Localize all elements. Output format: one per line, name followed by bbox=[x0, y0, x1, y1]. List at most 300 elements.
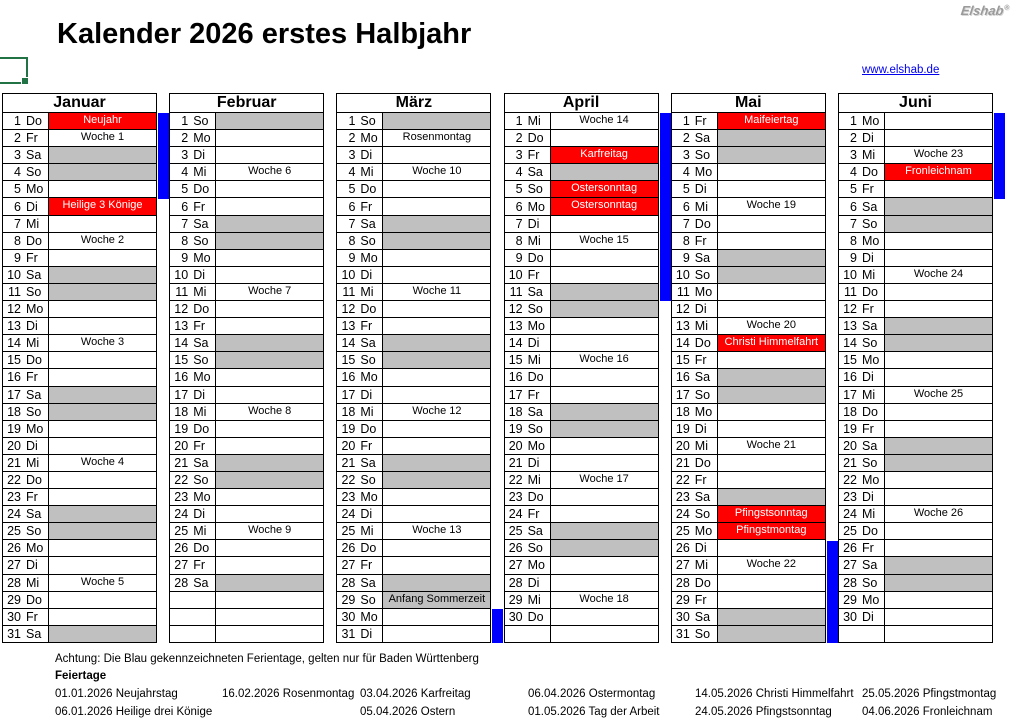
day-cell[interactable] bbox=[170, 506, 216, 522]
note-cell[interactable]: Woche 9 bbox=[216, 523, 324, 539]
website-link[interactable]: www.elshab.de bbox=[862, 64, 940, 76]
day-cell[interactable] bbox=[839, 164, 885, 180]
note-cell[interactable] bbox=[383, 438, 491, 454]
day-cell[interactable] bbox=[337, 455, 383, 471]
day-cell[interactable] bbox=[839, 557, 885, 573]
note-cell[interactable] bbox=[216, 181, 324, 197]
note-cell[interactable] bbox=[885, 301, 993, 317]
day-cell[interactable] bbox=[839, 301, 885, 317]
day-cell[interactable] bbox=[839, 506, 885, 522]
note-cell[interactable] bbox=[718, 181, 826, 197]
day-cell[interactable] bbox=[337, 592, 383, 608]
day-cell[interactable] bbox=[170, 575, 216, 591]
note-cell[interactable] bbox=[551, 284, 659, 300]
note-cell[interactable]: Ostersonntag bbox=[551, 181, 659, 197]
day-cell[interactable] bbox=[337, 250, 383, 266]
note-cell[interactable] bbox=[718, 284, 826, 300]
note-cell[interactable] bbox=[383, 352, 491, 368]
note-cell[interactable] bbox=[216, 301, 324, 317]
note-cell[interactable] bbox=[885, 523, 993, 539]
note-cell[interactable] bbox=[49, 369, 157, 385]
day-cell[interactable] bbox=[505, 455, 551, 471]
note-cell[interactable] bbox=[718, 147, 826, 163]
note-cell[interactable] bbox=[49, 147, 157, 163]
day-cell[interactable] bbox=[337, 130, 383, 146]
note-cell[interactable] bbox=[885, 198, 993, 214]
note-cell[interactable] bbox=[49, 301, 157, 317]
month-header[interactable]: Juni bbox=[838, 93, 993, 113]
note-cell[interactable]: Woche 2 bbox=[49, 233, 157, 249]
day-cell[interactable] bbox=[337, 404, 383, 420]
note-cell[interactable] bbox=[885, 369, 993, 385]
day-cell[interactable] bbox=[672, 506, 718, 522]
day-cell[interactable] bbox=[3, 455, 49, 471]
day-cell[interactable] bbox=[170, 557, 216, 573]
day-cell[interactable] bbox=[672, 181, 718, 197]
day-cell[interactable] bbox=[3, 181, 49, 197]
empty-day-cell[interactable] bbox=[505, 626, 551, 642]
note-cell[interactable] bbox=[49, 404, 157, 420]
day-cell[interactable] bbox=[337, 438, 383, 454]
note-cell[interactable] bbox=[383, 626, 491, 642]
day-cell[interactable] bbox=[3, 164, 49, 180]
note-cell[interactable] bbox=[216, 130, 324, 146]
note-cell[interactable] bbox=[885, 130, 993, 146]
note-cell[interactable] bbox=[885, 472, 993, 488]
note-cell[interactable] bbox=[718, 626, 826, 642]
note-cell[interactable] bbox=[49, 592, 157, 608]
day-cell[interactable] bbox=[505, 609, 551, 625]
day-cell[interactable] bbox=[839, 472, 885, 488]
note-cell[interactable] bbox=[49, 387, 157, 403]
day-cell[interactable] bbox=[839, 318, 885, 334]
day-cell[interactable] bbox=[3, 404, 49, 420]
day-cell[interactable] bbox=[505, 592, 551, 608]
day-cell[interactable] bbox=[672, 113, 718, 129]
note-cell[interactable] bbox=[216, 318, 324, 334]
note-cell[interactable] bbox=[551, 335, 659, 351]
note-cell[interactable]: Woche 11 bbox=[383, 284, 491, 300]
day-cell[interactable] bbox=[505, 421, 551, 437]
note-cell[interactable] bbox=[718, 592, 826, 608]
day-cell[interactable] bbox=[170, 164, 216, 180]
note-cell[interactable]: Woche 8 bbox=[216, 404, 324, 420]
note-cell[interactable] bbox=[49, 557, 157, 573]
day-cell[interactable] bbox=[505, 540, 551, 556]
note-cell[interactable] bbox=[551, 267, 659, 283]
day-cell[interactable] bbox=[672, 472, 718, 488]
day-cell[interactable] bbox=[839, 369, 885, 385]
day-cell[interactable] bbox=[170, 318, 216, 334]
note-cell[interactable]: Woche 7 bbox=[216, 284, 324, 300]
note-cell[interactable] bbox=[216, 267, 324, 283]
day-cell[interactable] bbox=[505, 369, 551, 385]
day-cell[interactable] bbox=[3, 267, 49, 283]
note-cell[interactable] bbox=[885, 592, 993, 608]
day-cell[interactable] bbox=[839, 181, 885, 197]
note-cell[interactable] bbox=[718, 267, 826, 283]
note-cell[interactable] bbox=[49, 523, 157, 539]
day-cell[interactable] bbox=[337, 352, 383, 368]
day-cell[interactable] bbox=[337, 181, 383, 197]
day-cell[interactable] bbox=[170, 301, 216, 317]
note-cell[interactable]: Neujahr bbox=[49, 113, 157, 129]
day-cell[interactable] bbox=[672, 626, 718, 642]
day-cell[interactable] bbox=[337, 575, 383, 591]
note-cell[interactable] bbox=[885, 609, 993, 625]
day-cell[interactable] bbox=[3, 592, 49, 608]
day-cell[interactable] bbox=[672, 489, 718, 505]
day-cell[interactable] bbox=[337, 113, 383, 129]
day-cell[interactable] bbox=[3, 609, 49, 625]
note-cell[interactable] bbox=[383, 181, 491, 197]
note-cell[interactable] bbox=[383, 147, 491, 163]
note-cell[interactable] bbox=[885, 540, 993, 556]
note-cell[interactable]: Karfreitag bbox=[551, 147, 659, 163]
day-cell[interactable] bbox=[337, 216, 383, 232]
note-cell[interactable]: Pfingstmontag bbox=[718, 523, 826, 539]
day-cell[interactable] bbox=[672, 130, 718, 146]
note-cell[interactable] bbox=[383, 369, 491, 385]
day-cell[interactable] bbox=[505, 284, 551, 300]
day-cell[interactable] bbox=[337, 318, 383, 334]
day-cell[interactable] bbox=[505, 113, 551, 129]
day-cell[interactable] bbox=[672, 284, 718, 300]
note-cell[interactable]: Christi Himmelfahrt bbox=[718, 335, 826, 351]
empty-note-cell[interactable] bbox=[216, 609, 324, 625]
note-cell[interactable] bbox=[551, 369, 659, 385]
note-cell[interactable] bbox=[718, 216, 826, 232]
empty-day-cell[interactable] bbox=[170, 592, 216, 608]
note-cell[interactable] bbox=[383, 557, 491, 573]
day-cell[interactable] bbox=[839, 147, 885, 163]
note-cell[interactable]: Woche 23 bbox=[885, 147, 993, 163]
day-cell[interactable] bbox=[337, 147, 383, 163]
note-cell[interactable] bbox=[718, 472, 826, 488]
day-cell[interactable] bbox=[839, 198, 885, 214]
day-cell[interactable] bbox=[672, 592, 718, 608]
note-cell[interactable] bbox=[49, 472, 157, 488]
day-cell[interactable] bbox=[3, 250, 49, 266]
day-cell[interactable] bbox=[170, 489, 216, 505]
note-cell[interactable] bbox=[216, 198, 324, 214]
day-cell[interactable] bbox=[3, 216, 49, 232]
note-cell[interactable] bbox=[885, 335, 993, 351]
note-cell[interactable] bbox=[551, 421, 659, 437]
day-cell[interactable] bbox=[170, 113, 216, 129]
note-cell[interactable] bbox=[383, 335, 491, 351]
note-cell[interactable]: Maifeiertag bbox=[718, 113, 826, 129]
day-cell[interactable] bbox=[170, 198, 216, 214]
day-cell[interactable] bbox=[3, 233, 49, 249]
day-cell[interactable] bbox=[170, 181, 216, 197]
day-cell[interactable] bbox=[839, 404, 885, 420]
note-cell[interactable] bbox=[49, 438, 157, 454]
day-cell[interactable] bbox=[337, 506, 383, 522]
empty-day-cell[interactable] bbox=[170, 609, 216, 625]
note-cell[interactable] bbox=[551, 250, 659, 266]
note-cell[interactable] bbox=[49, 250, 157, 266]
day-cell[interactable] bbox=[170, 130, 216, 146]
day-cell[interactable] bbox=[839, 609, 885, 625]
empty-note-cell[interactable] bbox=[216, 626, 324, 642]
note-cell[interactable] bbox=[216, 335, 324, 351]
day-cell[interactable] bbox=[337, 335, 383, 351]
day-cell[interactable] bbox=[672, 438, 718, 454]
note-cell[interactable] bbox=[216, 575, 324, 591]
day-cell[interactable] bbox=[3, 301, 49, 317]
day-cell[interactable] bbox=[170, 369, 216, 385]
note-cell[interactable] bbox=[383, 455, 491, 471]
day-cell[interactable] bbox=[505, 506, 551, 522]
note-cell[interactable]: Woche 14 bbox=[551, 113, 659, 129]
note-cell[interactable] bbox=[885, 575, 993, 591]
note-cell[interactable] bbox=[885, 557, 993, 573]
day-cell[interactable] bbox=[3, 352, 49, 368]
empty-note-cell[interactable] bbox=[885, 626, 993, 642]
note-cell[interactable] bbox=[885, 455, 993, 471]
day-cell[interactable] bbox=[337, 198, 383, 214]
day-cell[interactable] bbox=[170, 455, 216, 471]
note-cell[interactable] bbox=[49, 318, 157, 334]
note-cell[interactable]: Woche 12 bbox=[383, 404, 491, 420]
day-cell[interactable] bbox=[505, 130, 551, 146]
empty-day-cell[interactable] bbox=[170, 626, 216, 642]
note-cell[interactable] bbox=[216, 421, 324, 437]
note-cell[interactable]: Woche 10 bbox=[383, 164, 491, 180]
note-cell[interactable] bbox=[885, 438, 993, 454]
day-cell[interactable] bbox=[505, 147, 551, 163]
note-cell[interactable] bbox=[49, 164, 157, 180]
note-cell[interactable] bbox=[885, 233, 993, 249]
note-cell[interactable] bbox=[216, 387, 324, 403]
note-cell[interactable] bbox=[383, 387, 491, 403]
day-cell[interactable] bbox=[672, 575, 718, 591]
note-cell[interactable] bbox=[718, 455, 826, 471]
note-cell[interactable]: Woche 25 bbox=[885, 387, 993, 403]
note-cell[interactable] bbox=[216, 472, 324, 488]
note-cell[interactable] bbox=[885, 113, 993, 129]
note-cell[interactable] bbox=[49, 489, 157, 505]
note-cell[interactable]: Woche 1 bbox=[49, 130, 157, 146]
note-cell[interactable] bbox=[49, 626, 157, 642]
note-cell[interactable] bbox=[885, 489, 993, 505]
note-cell[interactable] bbox=[383, 250, 491, 266]
note-cell[interactable] bbox=[885, 318, 993, 334]
note-cell[interactable] bbox=[551, 387, 659, 403]
day-cell[interactable] bbox=[337, 301, 383, 317]
note-cell[interactable]: Woche 5 bbox=[49, 575, 157, 591]
day-cell[interactable] bbox=[672, 301, 718, 317]
day-cell[interactable] bbox=[672, 369, 718, 385]
note-cell[interactable] bbox=[718, 404, 826, 420]
month-header[interactable]: Februar bbox=[169, 93, 324, 113]
note-cell[interactable] bbox=[49, 181, 157, 197]
day-cell[interactable] bbox=[505, 301, 551, 317]
day-cell[interactable] bbox=[170, 472, 216, 488]
note-cell[interactable] bbox=[718, 609, 826, 625]
note-cell[interactable]: Fronleichnam bbox=[885, 164, 993, 180]
note-cell[interactable] bbox=[885, 250, 993, 266]
note-cell[interactable] bbox=[216, 506, 324, 522]
day-cell[interactable] bbox=[505, 472, 551, 488]
day-cell[interactable] bbox=[672, 318, 718, 334]
note-cell[interactable] bbox=[551, 557, 659, 573]
note-cell[interactable] bbox=[885, 404, 993, 420]
day-cell[interactable] bbox=[337, 421, 383, 437]
day-cell[interactable] bbox=[3, 335, 49, 351]
note-cell[interactable] bbox=[383, 216, 491, 232]
note-cell[interactable] bbox=[383, 609, 491, 625]
day-cell[interactable] bbox=[170, 404, 216, 420]
day-cell[interactable] bbox=[672, 404, 718, 420]
day-cell[interactable] bbox=[170, 540, 216, 556]
note-cell[interactable] bbox=[216, 216, 324, 232]
note-cell[interactable] bbox=[885, 284, 993, 300]
day-cell[interactable] bbox=[170, 387, 216, 403]
note-cell[interactable] bbox=[718, 130, 826, 146]
note-cell[interactable] bbox=[885, 216, 993, 232]
day-cell[interactable] bbox=[505, 181, 551, 197]
note-cell[interactable] bbox=[216, 233, 324, 249]
note-cell[interactable] bbox=[718, 250, 826, 266]
note-cell[interactable] bbox=[216, 455, 324, 471]
note-cell[interactable]: Woche 3 bbox=[49, 335, 157, 351]
day-cell[interactable] bbox=[3, 489, 49, 505]
day-cell[interactable] bbox=[839, 592, 885, 608]
day-cell[interactable] bbox=[505, 250, 551, 266]
day-cell[interactable] bbox=[337, 267, 383, 283]
note-cell[interactable] bbox=[551, 216, 659, 232]
day-cell[interactable] bbox=[3, 147, 49, 163]
empty-note-cell[interactable] bbox=[216, 592, 324, 608]
note-cell[interactable] bbox=[49, 216, 157, 232]
day-cell[interactable] bbox=[3, 506, 49, 522]
note-cell[interactable] bbox=[551, 575, 659, 591]
note-cell[interactable] bbox=[718, 540, 826, 556]
note-cell[interactable] bbox=[718, 164, 826, 180]
note-cell[interactable] bbox=[383, 301, 491, 317]
day-cell[interactable] bbox=[505, 438, 551, 454]
day-cell[interactable] bbox=[3, 387, 49, 403]
day-cell[interactable] bbox=[3, 540, 49, 556]
note-cell[interactable] bbox=[551, 540, 659, 556]
note-cell[interactable] bbox=[885, 181, 993, 197]
day-cell[interactable] bbox=[505, 318, 551, 334]
note-cell[interactable] bbox=[383, 472, 491, 488]
note-cell[interactable] bbox=[216, 250, 324, 266]
note-cell[interactable]: Woche 6 bbox=[216, 164, 324, 180]
day-cell[interactable] bbox=[839, 540, 885, 556]
note-cell[interactable] bbox=[551, 489, 659, 505]
note-cell[interactable] bbox=[216, 147, 324, 163]
day-cell[interactable] bbox=[3, 557, 49, 573]
day-cell[interactable] bbox=[337, 472, 383, 488]
day-cell[interactable] bbox=[505, 198, 551, 214]
day-cell[interactable] bbox=[505, 335, 551, 351]
day-cell[interactable] bbox=[337, 233, 383, 249]
note-cell[interactable] bbox=[216, 352, 324, 368]
note-cell[interactable] bbox=[718, 575, 826, 591]
day-cell[interactable] bbox=[839, 352, 885, 368]
day-cell[interactable] bbox=[839, 523, 885, 539]
note-cell[interactable] bbox=[49, 284, 157, 300]
note-cell[interactable]: Ostersonntag bbox=[551, 198, 659, 214]
day-cell[interactable] bbox=[505, 267, 551, 283]
day-cell[interactable] bbox=[672, 233, 718, 249]
note-cell[interactable] bbox=[49, 352, 157, 368]
day-cell[interactable] bbox=[672, 523, 718, 539]
note-cell[interactable] bbox=[885, 352, 993, 368]
note-cell[interactable] bbox=[383, 198, 491, 214]
note-cell[interactable] bbox=[551, 609, 659, 625]
day-cell[interactable] bbox=[505, 489, 551, 505]
note-cell[interactable]: Rosenmontag bbox=[383, 130, 491, 146]
note-cell[interactable] bbox=[216, 557, 324, 573]
note-cell[interactable] bbox=[216, 540, 324, 556]
day-cell[interactable] bbox=[337, 540, 383, 556]
note-cell[interactable] bbox=[885, 421, 993, 437]
note-cell[interactable] bbox=[551, 506, 659, 522]
note-cell[interactable]: Woche 26 bbox=[885, 506, 993, 522]
note-cell[interactable]: Pfingstsonntag bbox=[718, 506, 826, 522]
day-cell[interactable] bbox=[839, 233, 885, 249]
day-cell[interactable] bbox=[839, 284, 885, 300]
day-cell[interactable] bbox=[505, 352, 551, 368]
day-cell[interactable] bbox=[672, 198, 718, 214]
month-header[interactable]: Mai bbox=[671, 93, 826, 113]
empty-note-cell[interactable] bbox=[551, 626, 659, 642]
day-cell[interactable] bbox=[505, 216, 551, 232]
note-cell[interactable] bbox=[383, 506, 491, 522]
note-cell[interactable] bbox=[383, 421, 491, 437]
day-cell[interactable] bbox=[170, 216, 216, 232]
note-cell[interactable] bbox=[49, 609, 157, 625]
day-cell[interactable] bbox=[337, 284, 383, 300]
day-cell[interactable] bbox=[839, 130, 885, 146]
day-cell[interactable] bbox=[505, 523, 551, 539]
note-cell[interactable] bbox=[216, 438, 324, 454]
note-cell[interactable]: Woche 21 bbox=[718, 438, 826, 454]
empty-day-cell[interactable] bbox=[839, 626, 885, 642]
note-cell[interactable] bbox=[383, 113, 491, 129]
day-cell[interactable] bbox=[672, 335, 718, 351]
fill-handle[interactable] bbox=[21, 77, 29, 85]
note-cell[interactable]: Woche 24 bbox=[885, 267, 993, 283]
day-cell[interactable] bbox=[672, 267, 718, 283]
day-cell[interactable] bbox=[839, 250, 885, 266]
day-cell[interactable] bbox=[3, 472, 49, 488]
note-cell[interactable] bbox=[49, 506, 157, 522]
day-cell[interactable] bbox=[337, 609, 383, 625]
day-cell[interactable] bbox=[3, 113, 49, 129]
note-cell[interactable] bbox=[383, 489, 491, 505]
day-cell[interactable] bbox=[170, 233, 216, 249]
note-cell[interactable] bbox=[718, 421, 826, 437]
note-cell[interactable] bbox=[383, 233, 491, 249]
day-cell[interactable] bbox=[3, 318, 49, 334]
day-cell[interactable] bbox=[505, 404, 551, 420]
month-header[interactable]: März bbox=[336, 93, 491, 113]
day-cell[interactable] bbox=[505, 387, 551, 403]
day-cell[interactable] bbox=[337, 489, 383, 505]
day-cell[interactable] bbox=[3, 421, 49, 437]
note-cell[interactable]: Woche 19 bbox=[718, 198, 826, 214]
day-cell[interactable] bbox=[839, 455, 885, 471]
day-cell[interactable] bbox=[672, 609, 718, 625]
note-cell[interactable] bbox=[551, 318, 659, 334]
day-cell[interactable] bbox=[3, 626, 49, 642]
